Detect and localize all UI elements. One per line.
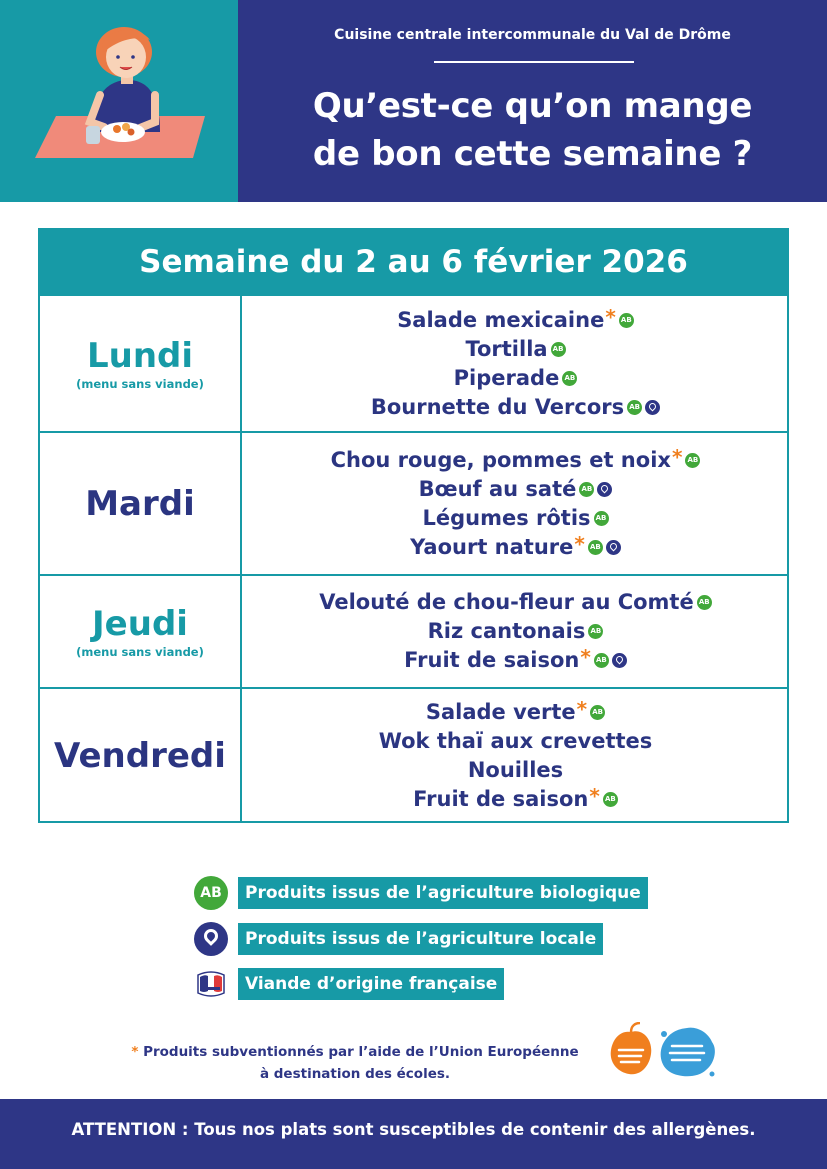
bio-icon: AB <box>594 511 609 526</box>
day-name: Vendredi <box>54 736 226 776</box>
dish-label: Chou rouge, pommes et noix <box>330 447 671 472</box>
bio-icon: AB <box>551 342 566 357</box>
eu-star-icon: * <box>671 444 683 469</box>
dish-list <box>244 296 787 431</box>
legend-label: Viande d’origine française <box>238 968 504 1000</box>
eu-star-icon: * <box>131 1044 139 1060</box>
eu-star-icon: * <box>605 304 616 329</box>
bio-icon: AB <box>590 705 605 720</box>
allergen-warning-footer: ATTENTION : Tous nos plats sont susceptibles de contenir des allergènes. <box>0 1099 827 1169</box>
bio-icon: AB <box>588 540 603 555</box>
dish-item <box>410 533 621 562</box>
weekly-menu-table <box>38 228 789 823</box>
local-pin-icon <box>194 922 228 956</box>
dish-item <box>422 504 608 533</box>
eu-star-icon: * <box>589 784 600 808</box>
eu-star-icon: * <box>576 697 588 721</box>
local-pin-icon <box>645 400 660 415</box>
dish-item <box>371 393 660 422</box>
day-note: (menu sans viande) <box>76 376 204 391</box>
dish-label: Salade mexicaine <box>397 307 605 332</box>
dish-item <box>331 446 701 475</box>
dish-label: Salade verte <box>425 700 576 724</box>
dish-list <box>244 689 787 823</box>
legend-item-viande <box>194 967 504 1001</box>
week-title: Semaine du 2 au 6 février 2026 <box>40 230 787 294</box>
dish-item <box>397 306 634 335</box>
page-title <box>238 82 827 178</box>
viandes-de-france-icon <box>194 967 228 1001</box>
header-illustration-panel <box>0 0 238 202</box>
day-note: (menu sans viande) <box>76 644 204 659</box>
legend-item-bio <box>194 876 648 910</box>
bio-icon: AB <box>697 595 712 610</box>
dish-label: Velouté de chou-fleur au Comté <box>319 590 694 614</box>
day-row-jeudi <box>40 574 787 687</box>
local-pin-icon <box>606 540 621 555</box>
bio-icon: AB <box>562 371 577 386</box>
local-pin-icon <box>612 653 627 668</box>
dish-label: Tortilla <box>465 336 548 361</box>
bio-icon: AB <box>579 482 594 497</box>
legend-item-local <box>194 922 603 956</box>
dish-item <box>419 475 613 504</box>
dish-label: Fruit de saison <box>413 787 589 811</box>
day-name: Jeudi <box>92 603 188 644</box>
fruits-legumes-ecole-logo <box>607 1022 655 1078</box>
dish-label: Bournette du Vercors <box>370 394 625 419</box>
day-name: Lundi <box>86 335 194 376</box>
eu-note-line2: à destination des écoles. <box>259 1066 451 1082</box>
dish-item <box>465 335 565 364</box>
day-cell <box>40 296 242 431</box>
dish-label: Bœuf au saté <box>418 476 577 501</box>
eu-star-icon: * <box>580 645 591 669</box>
dish-label: Fruit de saison <box>404 648 580 672</box>
day-name: Mardi <box>85 483 195 524</box>
bio-icon: AB <box>588 624 603 639</box>
day-cell <box>40 433 242 574</box>
dish-label: Piperade <box>453 365 560 390</box>
header-subtitle: Cuisine centrale intercommunale du Val de Drôme <box>334 27 731 43</box>
bio-icon: AB <box>627 400 642 415</box>
bio-icon: AB <box>194 876 228 910</box>
dish-label: Wok thaï aux crevettes <box>378 729 653 753</box>
bio-icon: AB <box>594 653 609 668</box>
header-divider <box>434 61 634 63</box>
page-title-line2: de bon cette semaine ? <box>312 134 753 174</box>
lait-produits-laitiers-ecole-logo <box>656 1024 718 1080</box>
bio-icon: AB <box>603 792 618 807</box>
eu-star-icon: * <box>574 531 585 556</box>
day-cell <box>40 689 242 823</box>
dish-list <box>244 433 787 574</box>
day-cell <box>40 576 242 687</box>
eu-subsidy-note <box>100 1041 610 1085</box>
dish-item <box>468 756 563 785</box>
day-row-lundi <box>40 294 787 431</box>
dish-list <box>244 576 787 687</box>
local-pin-icon <box>597 482 612 497</box>
header <box>0 0 827 202</box>
dish-item <box>379 727 653 756</box>
dish-label: Riz cantonais <box>427 619 586 643</box>
dish-item <box>413 785 618 814</box>
header-title-panel <box>238 0 827 202</box>
day-row-mardi <box>40 431 787 574</box>
page-title-line1: Qu’est-ce qu’on mange <box>312 86 753 126</box>
dish-item <box>428 617 604 646</box>
dish-label: Nouilles <box>467 758 564 782</box>
day-row-vendredi <box>40 687 787 823</box>
bio-icon: AB <box>619 313 634 328</box>
legend-label: Produits issus de l’agriculture biologique <box>238 877 648 909</box>
eu-note-line1 <box>100 1041 610 1063</box>
legend-label: Produits issus de l’agriculture locale <box>238 923 603 955</box>
dish-item <box>319 588 711 617</box>
dish-item <box>426 698 605 727</box>
dish-label: Légumes rôtis <box>422 505 591 530</box>
dish-label: Yaourt nature <box>410 534 574 559</box>
bio-icon: AB <box>685 453 700 468</box>
child-eating-illustration <box>0 0 238 202</box>
eu-note-text: Produits subventionnés par l’aide de l’Union Européenne <box>143 1044 579 1060</box>
dish-item <box>404 646 627 675</box>
dish-item <box>454 364 578 393</box>
